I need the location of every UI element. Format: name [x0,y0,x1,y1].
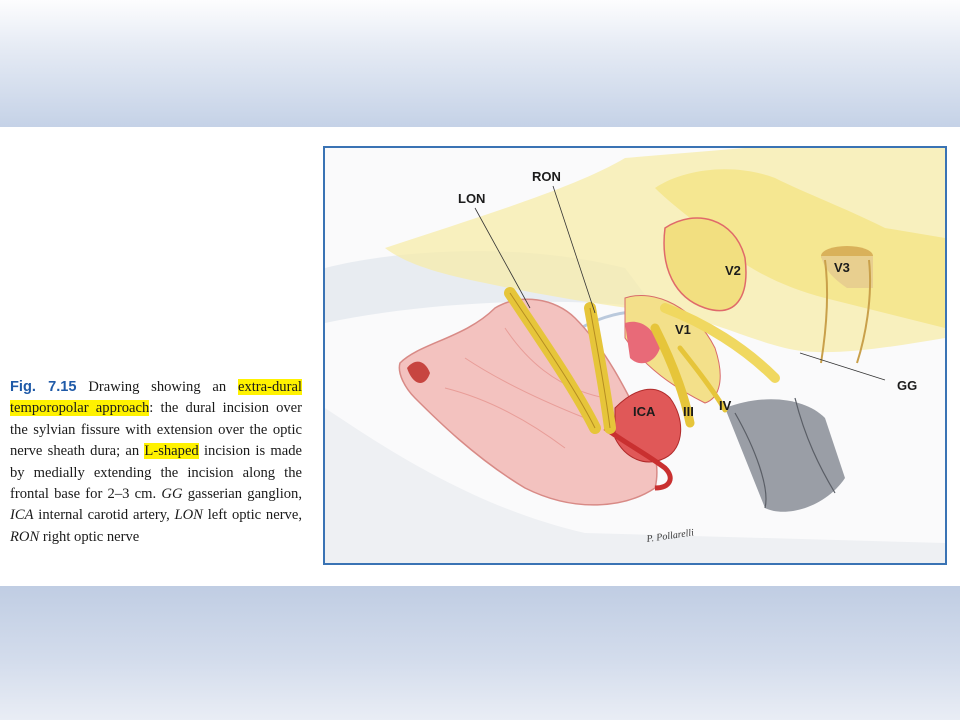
caption-text-1: Drawing showing an [76,379,238,395]
caption-text-3: incision is made by medially extending the incision along the frontal base for 2–3 cm. [10,443,303,503]
top-gradient-band [0,0,960,127]
label-ica: ICA [633,404,656,419]
figure-caption [10,377,302,548]
caption-gg-def: gasserian ganglion, [182,486,302,503]
label-v1: V1 [675,322,691,337]
label-gg: GG [897,378,918,393]
label-iv: IV [719,398,732,413]
caption-text-2: : the dural incision over the sylvian fissure with extension over the optic nerve sheath dura; an [10,400,302,460]
caption-lon-def: left optic nerve, [202,507,302,524]
label-lon: LON [458,191,486,206]
abbr-ron: RON [10,528,40,545]
caption-ica-def: internal carotid artery, [33,507,175,524]
label-ron: RON [532,169,561,184]
caption-ron-def: right optic nerve [39,528,140,545]
slide-content [0,127,960,586]
bottom-gradient-band [0,586,960,720]
figure-number: Fig. 7.15 [10,379,77,395]
artist-signature: P. Pollarelli [645,527,695,545]
abbr-ica: ICA [10,507,34,524]
highlight-approach: extra-dural temporopolar approach [10,379,302,417]
highlight-l-shaped: L-shaped [144,443,199,460]
abbr-gg: GG [161,486,183,503]
anatomical-illustration [325,148,945,563]
anatomical-illustration-frame [323,146,947,565]
label-v2: V2 [725,263,741,278]
label-iii: III [683,404,694,419]
abbr-lon: LON [174,507,203,524]
label-v3: V3 [834,260,850,275]
